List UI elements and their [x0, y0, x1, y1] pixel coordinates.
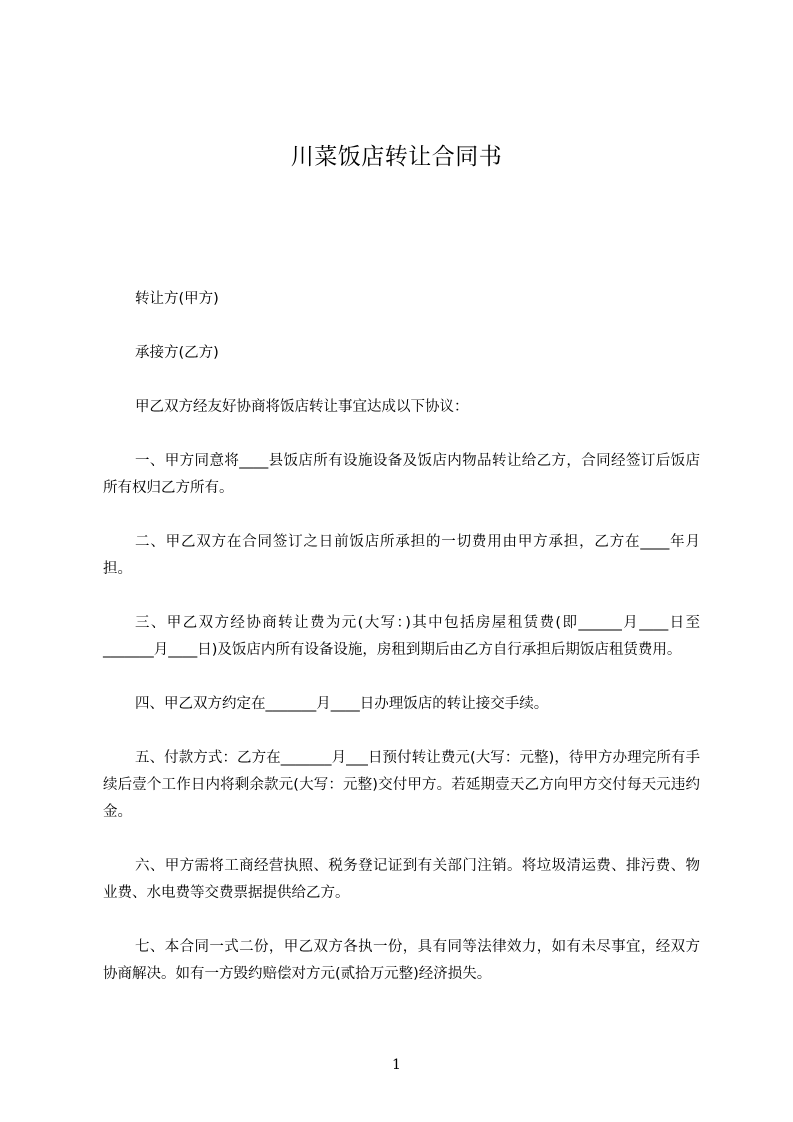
clause-5: 五、付款方式：乙方在_______月___日预付转让费元(大写：元整)，待甲方办理完所有手续后壹个工作日内将剩余款元(大写：元整)交付甲方。若延期壹天乙方向甲方交付每天元违约金。: [103, 750, 700, 820]
document-body: [103, 286, 700, 988]
clause-7: 七、本合同一式二份，甲乙双方各执一份，具有同等法律效力，如有未尽事宜，经双方协商解决。如有一方毁约赔偿对方元(贰拾万元整)经济损失。: [103, 939, 700, 982]
paragraph-gap: [103, 907, 700, 934]
page-number: 1: [392, 1057, 401, 1073]
paragraph-gap: [103, 367, 700, 394]
agreement-intro: 甲乙双方经友好协商将饭店转让事宜达成以下协议：: [135, 399, 469, 415]
paragraph-gap: [103, 718, 700, 745]
party-a-line: 转让方(甲方): [135, 291, 219, 307]
clause-1: 一、甲方同意将____县饭店所有设施设备及饭店内物品转让给乙方，合同经签订后饭店所有权归乙方所有。: [103, 453, 700, 496]
document-title: 川菜饭店转让合同书: [290, 144, 503, 170]
clause-2: 二、甲乙双方在合同签订之日前饭店所承担的一切费用由甲方承担，乙方在____年月担。: [103, 534, 700, 577]
paragraph-gap: [103, 664, 700, 691]
paragraph-gap: [103, 313, 700, 340]
paragraph-gap: [103, 826, 700, 853]
paragraph-gap: [103, 502, 700, 529]
clause-3: 三、甲乙双方经协商转让费为元(大写：)其中包括房屋租赁费(即______月____日至_______月____日)及饭店内所有设备设施，房租到期后由乙方自行承担后期饭店租赁费用。: [103, 615, 700, 658]
party-b-line: 承接方(乙方): [135, 345, 219, 361]
paragraph-gap: [103, 583, 700, 610]
paragraph-gap: [103, 421, 700, 448]
clause-4: 四、甲乙双方约定在_______月____日办理饭店的转让接交手续。: [135, 696, 549, 712]
clause-6: 六、甲方需将工商经营执照、税务登记证到有关部门注销。将垃圾清运费、排污费、物业费、水电费等交费票据提供给乙方。: [103, 858, 700, 901]
